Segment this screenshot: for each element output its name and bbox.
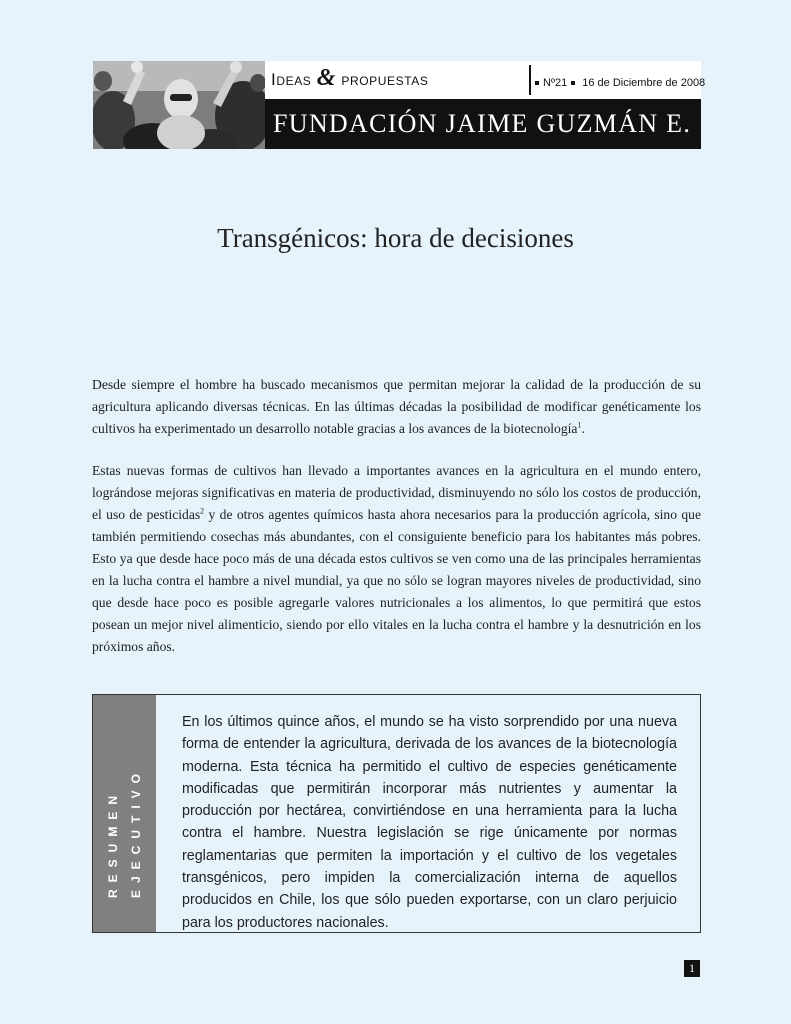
series-bar — [265, 61, 706, 99]
issue-date: 16 de Diciembre de 2008 — [582, 77, 706, 89]
paragraph-2-rest: y de otros agentes químicos hasta ahora necesarios para la producción agrícola, sino que también permitiendo cosechas más abundantes, con el consiguiente beneficio para los habitantes más pobres. Esto ya que desde hace poco más de una década estos cultivos se ven como una de las principales herramientas en la lucha contra el hambre a nivel mundial, ya que no sólo se logran mayores niveles de productividad, sino que desde hace poco es posible agregarle valores nutricionales a los alimentos, lo que permitirá que estos posean un mejor nivel alimenticio, siendo por ello vitales en la lucha contra el hambre y la desnutrición en los próximos años. — [92, 507, 701, 654]
header-photo — [93, 61, 265, 149]
body-paragraph-2 — [92, 460, 701, 658]
paragraph-2-text: Estas nuevas formas de cultivos han llevado a importantes avances en la agricultura en el mundo entero, lográndose mejoras significativas en materia de productividad, disminuyendo no sólo los costos de producción, el uso de pesticidas — [92, 463, 701, 522]
crowd-photo-image — [93, 61, 265, 149]
summary-label-resumen: RESUMEN — [106, 788, 120, 898]
body-paragraph-1 — [92, 374, 701, 440]
series-ideas: Ideas — [271, 70, 312, 89]
executive-summary-box — [92, 694, 701, 933]
masthead — [93, 61, 706, 149]
bullet-square-icon — [535, 81, 539, 85]
issue-number: Nº21 — [543, 77, 568, 89]
bullet-square-icon — [571, 81, 575, 85]
paragraph-1-end: . — [581, 421, 585, 436]
summary-label-ejecutivo: EJECUTIVO — [129, 766, 143, 898]
paragraph-1-text: Desde siempre el hombre ha buscado mecanismos que permitan mejorar la calidad de la producción de su agricultura aplicando diversas técnicas. En las últimas décadas la posibilidad de modificar genéticamente los cultivos ha experimentado un desarrollo notable gracias a los avances de la biotecnología — [92, 377, 701, 436]
footnote-ref-2[interactable]: 2 — [200, 506, 205, 516]
series-name — [271, 65, 429, 91]
foundation-name: FUNDACIÓN JAIME GUZMÁN E. — [273, 109, 692, 138]
series-ampersand: & — [316, 65, 337, 91]
page-number: 1 — [684, 960, 700, 977]
document-title: Transgénicos: hora de decisiones — [217, 223, 574, 253]
summary-side-label — [93, 695, 156, 932]
series-propuestas: propuestas — [341, 70, 429, 89]
footnote-ref-1[interactable]: 1 — [577, 420, 582, 430]
issue-info — [531, 77, 705, 89]
foundation-band — [265, 99, 701, 149]
summary-text: En los últimos quince años, el mundo se ha visto sorprendido por una nueva forma de entender la agricultura, derivada de los avances de la biotecnología moderna. Esta técnica ha permitido el cultivo de especies genéticamente modificadas que permitirán incorporar más nutrientes y aumentar la producción por hectárea, convirtiéndose en una herramienta para la lucha contra el hambre. Nuestra legislación se rige únicamente por normas reglamentarias que permiten la importación y el cultivo de los vegetales transgénicos, pero impiden la comercialización interna de aquellos producidos en Chile, los que sólo pueden exportarse, con un claro perjuicio para los productores nacionales. — [182, 714, 677, 931]
